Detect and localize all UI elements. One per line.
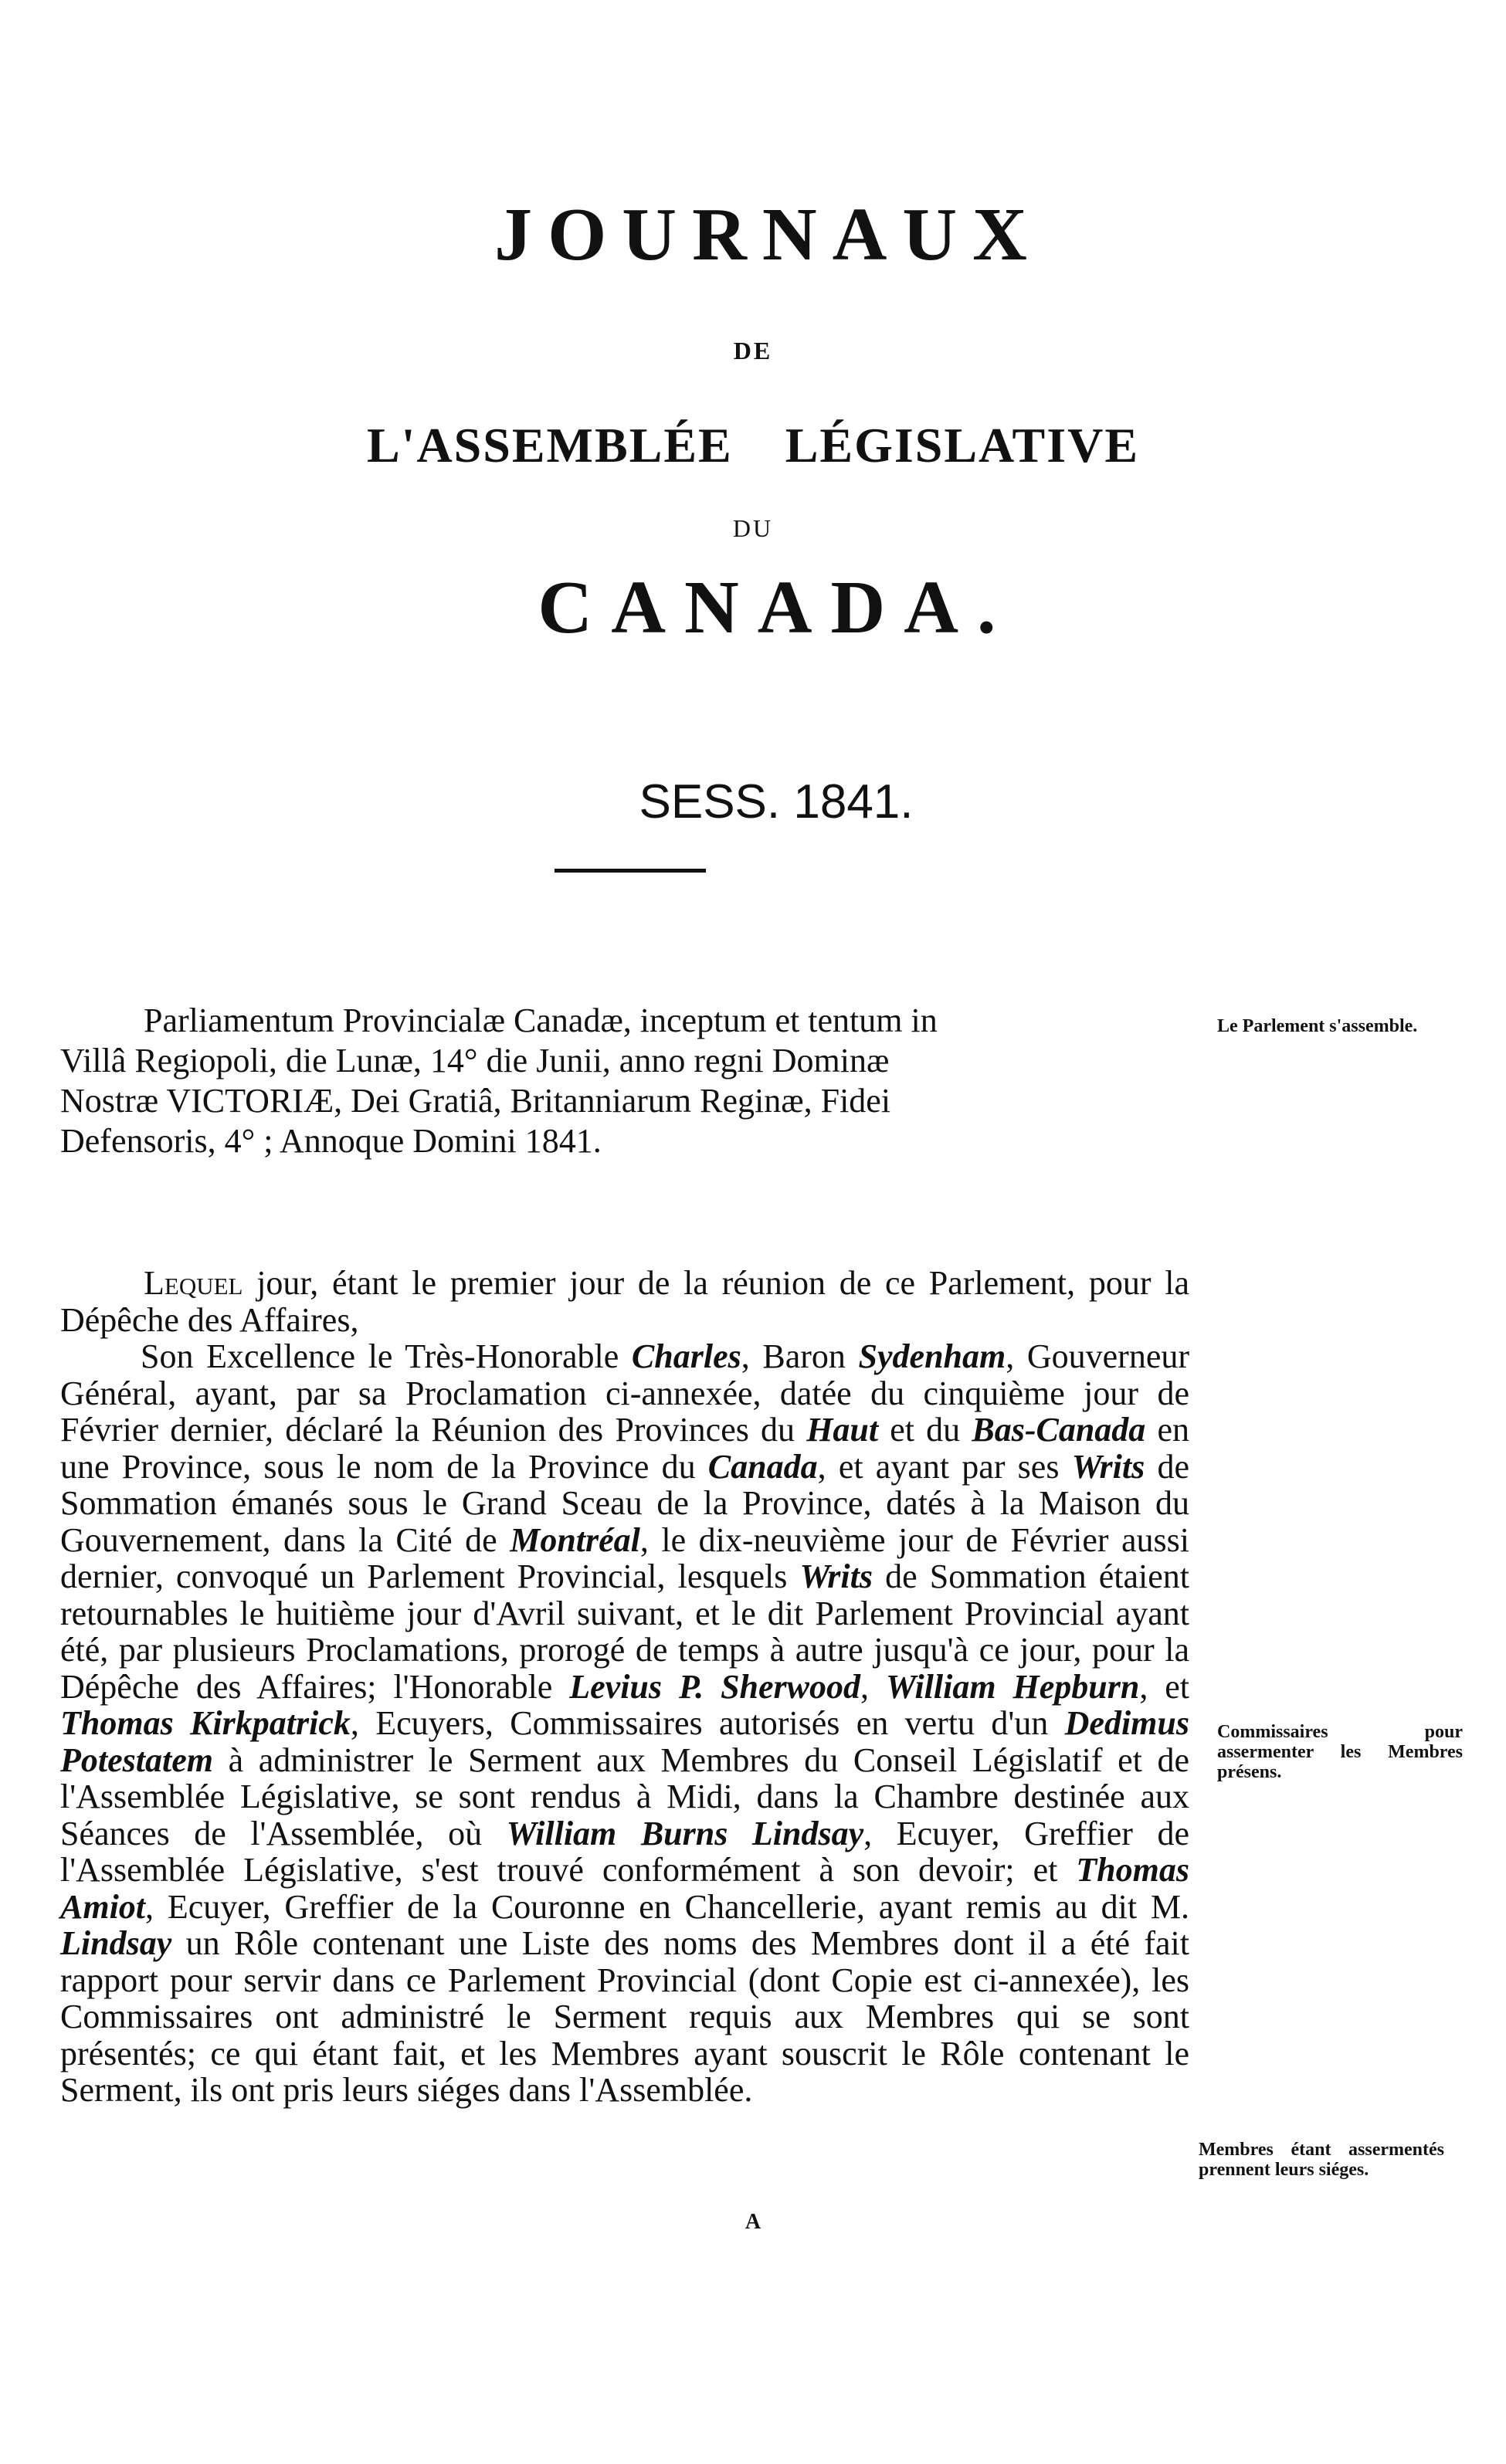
name-run: Bas-Canada <box>972 1411 1146 1449</box>
text-run: Son Excellence le Très-Honorable <box>141 1337 632 1375</box>
name-run: Sydenham <box>858 1337 1006 1375</box>
name-run: Writs <box>1071 1447 1145 1486</box>
title-de: DE <box>733 337 773 364</box>
name-run: Lindsay <box>60 1924 172 1962</box>
text-run: de Sommation étaient retournables le huitième jour d'Avril suivant, et le dit Parlement Provincial ayant été, par plusieurs Proclamations, prorogé de temps à autre jusqu'à ce jour, pour la Dépêche des Affaires; l'Honorable <box>60 1557 1189 1706</box>
name-run: William Burns Lindsay <box>506 1814 864 1852</box>
session-heading: SESS. 1841. <box>639 775 914 829</box>
journal-title: JOURNAUX <box>494 193 1043 276</box>
margin-note-members-sworn: Membres étant assermentés prennent leurs siéges. <box>1199 2140 1444 2180</box>
assembly-title: L'ASSEMBLÉE LÉGISLATIVE <box>366 418 1140 473</box>
text-run: , Gouverneur Général, ayant, par sa Proclamation ci-annexée, datée du cinquième jour de Février dernier, déclaré la Réunion des Provinces du <box>60 1337 1190 1449</box>
latin-line: Parliamentum Provincialæ Canadæ, inceptum et tentum in <box>144 1002 938 1039</box>
name-run: William Hepburn <box>885 1667 1140 1706</box>
name-run: Levius P. Sherwood <box>569 1667 861 1706</box>
name-run: Canada <box>707 1447 818 1486</box>
lead-word: Lequel <box>144 1264 243 1302</box>
divider-rule <box>555 869 706 873</box>
name-run: Thomas Amiot <box>60 1851 1189 1926</box>
text-run: , Ecuyer, Greffier de la Couronne en Chancellerie, ayant remis au dit M. <box>145 1887 1189 1926</box>
title-du: DU <box>732 514 774 542</box>
text-run: à administrer le Serment aux Membres du Conseil Législatif et de l'Assemblée Législative, se sont rendus à Midi, dans la Chambre destinée aux Séances de l'Assemblée, où <box>60 1740 1189 1852</box>
latin-preamble <box>60 1001 1189 1161</box>
text-run: , Ecuyers, Commissaires autorisés en vertu d'un <box>350 1704 1065 1742</box>
paragraph-proceedings <box>60 1338 1189 2109</box>
margin-note-commissioners: Commissaires pour assermenter les Membres présens. <box>1217 1722 1463 1782</box>
margin-note-parliament-assembles: Le Parlement s'assemble. <box>1217 1016 1418 1036</box>
country-title: CANADA. <box>538 566 1015 649</box>
latin-line: Defensoris, 4° ; Annoque Domini 1841. <box>60 1122 602 1160</box>
text-run: en une Province, sous le nom de la Province du <box>60 1411 1189 1486</box>
text-run: , et ayant par ses <box>817 1447 1072 1486</box>
name-run: Writs <box>799 1557 873 1595</box>
main-text <box>60 1265 1189 2109</box>
latin-line: Villâ Regiopoli, die Lunæ, 14° die Junii, anno regni Dominæ <box>60 1042 890 1079</box>
paragraph-opening <box>60 1265 1189 1338</box>
name-run: Montréal <box>510 1520 640 1559</box>
text-run: , Baron <box>741 1337 859 1375</box>
paragraph-text: jour, étant le premier jour de la réunion de ce Parlement, pour la Dépêche des Affaires, <box>60 1264 1189 1339</box>
text-run: , <box>860 1667 886 1706</box>
text-run: et du <box>878 1411 972 1449</box>
latin-line: Nostræ VICTORIÆ, Dei Gratiâ, Britanniarum Reginæ, Fidei <box>60 1082 891 1120</box>
text-run: , Ecuyer, Greffier de l'Assemblée Législative, s'est trouvé conformément à son devoir; et <box>60 1814 1190 1889</box>
name-run: Thomas Kirkpatrick <box>60 1704 351 1742</box>
text-run: , le dix-neuvième jour de Février aussi dernier, convoqué un Parlement Provincial, lesquels <box>60 1520 1189 1595</box>
text-run: , et <box>1139 1667 1190 1706</box>
text-run: de Sommation émanés sous le Grand Sceau de la Province, datés à la Maison du Gouvernement, dans la Cité de <box>60 1447 1189 1559</box>
name-run: Charles <box>631 1337 741 1375</box>
text-run: un Rôle contenant une Liste des noms des Membres dont il a été fait rapport pour servir dans ce Parlement Provincial (dont Copie est ci-annexée), les Commissaires ont administré le Serment requis aux Membres qui se sont présentés; ce qui étant fait, et les Membres ayant souscrit le Rôle contenant le Serment, ils ont pris leurs siéges dans l'Assemblée. <box>60 1924 1189 2109</box>
name-run: Dedimus Potestatem <box>60 1704 1189 1779</box>
signature-mark: A <box>745 2210 761 2234</box>
name-run: Haut <box>806 1411 879 1449</box>
